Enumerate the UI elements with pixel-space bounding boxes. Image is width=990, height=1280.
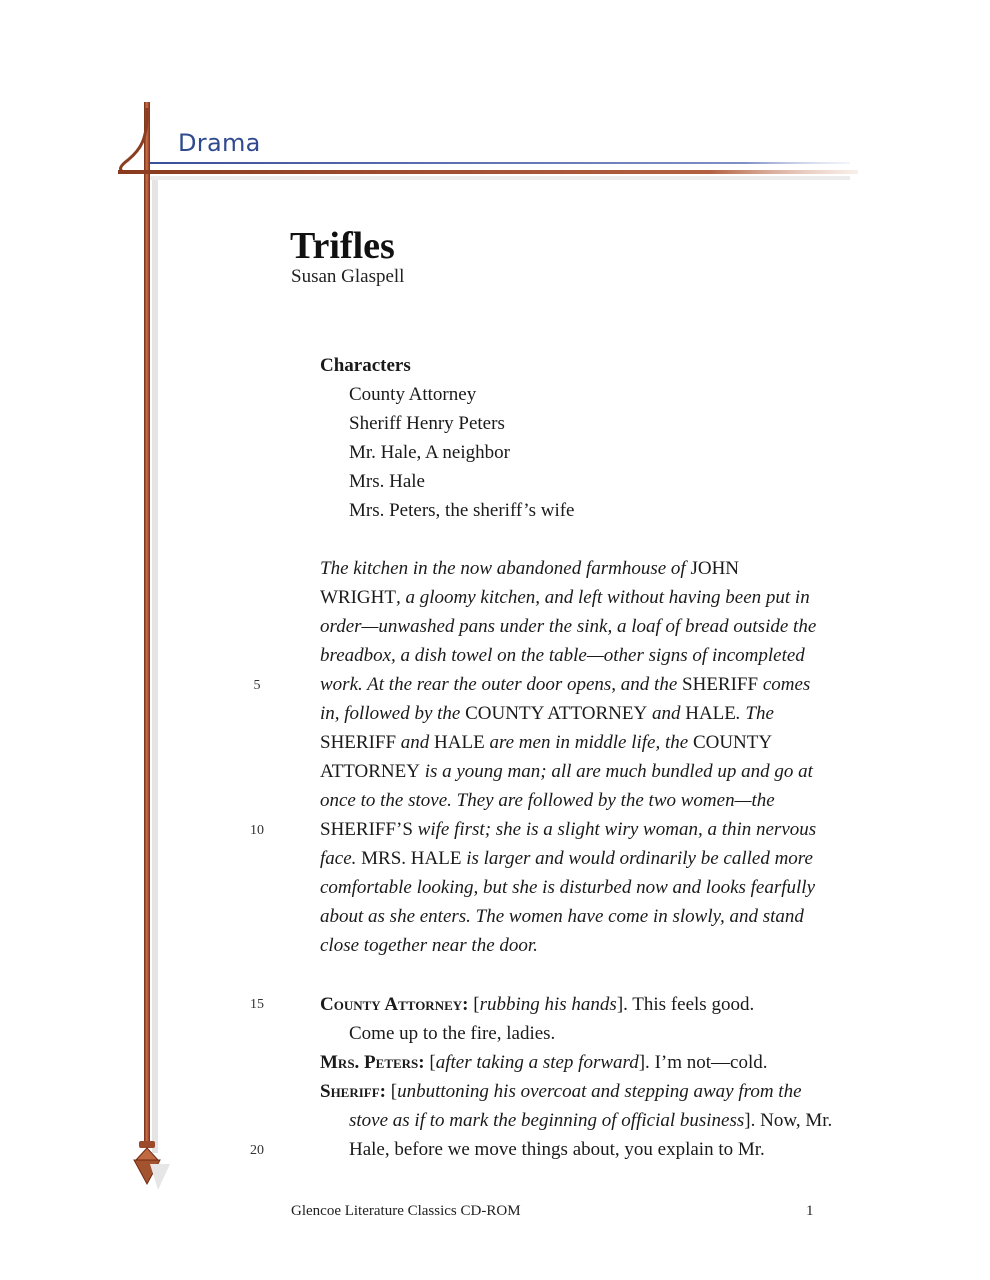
stage-text: once to the stove. They are followed by the two women—the bbox=[320, 790, 775, 811]
stage-note: stove as if to mark the beginning of official business bbox=[349, 1110, 745, 1131]
stage-text: order—unwashed pans under the sink, a loaf of bread outside the bbox=[320, 616, 817, 637]
stage-text: is a young man; all are much bundled up and go at bbox=[419, 761, 813, 782]
character-reference: HALE bbox=[434, 732, 485, 753]
stage-text: about as she enters. The women have come in slowly, and stand bbox=[320, 906, 804, 927]
horizontal-rule bbox=[118, 170, 858, 174]
horizontal-rule-shadow bbox=[150, 176, 850, 180]
character-reference: COUNTY ATTORNEY bbox=[465, 703, 648, 724]
speaker-name: County Attorney: bbox=[320, 994, 469, 1015]
stage-direction-line bbox=[320, 786, 775, 815]
speech-text: ]. Now, Mr. bbox=[744, 1110, 833, 1131]
finial-shadow bbox=[150, 1164, 170, 1190]
dialogue-line bbox=[320, 1048, 768, 1077]
stage-direction-line bbox=[320, 728, 772, 757]
stage-text: breadbox, a dish towel on the table—other signs of incompleted bbox=[320, 645, 805, 666]
bracket-open: [ bbox=[386, 1081, 398, 1102]
stage-direction-line bbox=[320, 641, 805, 670]
stage-direction-line bbox=[320, 612, 816, 641]
stage-note: unbuttoning his overcoat and stepping away from the bbox=[397, 1081, 802, 1102]
character-reference: COUNTY bbox=[692, 732, 773, 753]
stage-text: wife first; she is a slight wiry woman, a thin nervous bbox=[412, 819, 817, 840]
stage-text: are men in middle life, the bbox=[484, 732, 693, 753]
speech-text: I’m not—cold. bbox=[654, 1052, 768, 1073]
dialogue-continuation: Hale, before we move things about, you explain to Mr. bbox=[349, 1139, 765, 1160]
dialogue-continuation bbox=[349, 1106, 832, 1135]
characters-heading: Characters bbox=[320, 355, 411, 376]
character-reference: JOHN bbox=[690, 558, 740, 579]
stage-direction-line bbox=[320, 844, 813, 873]
stage-text: . The bbox=[735, 703, 774, 724]
finial-collar bbox=[139, 1141, 155, 1148]
stage-text: is larger and would ordinarily be called more bbox=[461, 848, 813, 869]
stage-direction-line bbox=[320, 554, 739, 583]
stage-text: , a gloomy kitchen, and left without having been put in bbox=[395, 587, 810, 608]
bracket-close: ]. bbox=[638, 1052, 655, 1073]
play-author: Susan Glaspell bbox=[291, 266, 405, 287]
dialogue-line bbox=[320, 990, 754, 1019]
stage-text: face. bbox=[320, 848, 362, 869]
stage-direction-line bbox=[320, 931, 538, 960]
character-reference: HALE bbox=[685, 703, 736, 724]
speaker-name: Mrs. Peters: bbox=[320, 1052, 425, 1073]
play-title: Trifles bbox=[290, 225, 395, 267]
character-item: County Attorney bbox=[349, 384, 477, 405]
character-reference: WRIGHT bbox=[320, 587, 396, 608]
character-reference: SHERIFF bbox=[320, 732, 397, 753]
rod-shadow bbox=[152, 178, 158, 1153]
finial-point bbox=[134, 1160, 160, 1184]
stage-text: and bbox=[647, 703, 686, 724]
stage-direction-line bbox=[320, 583, 810, 612]
character-item: Sheriff Henry Peters bbox=[349, 413, 505, 434]
finial-top bbox=[136, 1148, 158, 1160]
bracket-open: [ bbox=[468, 994, 480, 1015]
line-number: 15 bbox=[250, 997, 264, 1012]
page-number: 1 bbox=[806, 1203, 814, 1219]
stage-text: The kitchen in the now abandoned farmhouse of bbox=[320, 558, 691, 579]
stage-text: close together near the door. bbox=[320, 935, 538, 956]
stage-direction-line bbox=[320, 815, 816, 844]
character-item: Mr. Hale, A neighbor bbox=[349, 442, 510, 463]
rod-flourish bbox=[121, 108, 148, 172]
line-number: 20 bbox=[250, 1143, 264, 1158]
stage-text: comfortable looking, but she is disturbed now and looks fearfully bbox=[320, 877, 816, 898]
stage-direction-line bbox=[320, 670, 810, 699]
character-item: Mrs. Peters, the sheriff’s wife bbox=[349, 500, 575, 521]
section-header: Drama bbox=[178, 129, 261, 157]
stage-note: after taking a step forward bbox=[435, 1052, 639, 1073]
blue-rule bbox=[150, 162, 850, 164]
stage-direction-line bbox=[320, 699, 774, 728]
character-item: Mrs. Hale bbox=[349, 471, 425, 492]
speech-text: This feels good. bbox=[632, 994, 755, 1015]
character-reference: SHERIFF’S bbox=[320, 819, 413, 840]
footer-source: Glencoe Literature Classics CD-ROM bbox=[291, 1203, 521, 1219]
dialogue-continuation: Come up to the fire, ladies. bbox=[349, 1023, 556, 1044]
stage-text: comes bbox=[758, 674, 811, 695]
bracket-close: ]. bbox=[616, 994, 633, 1015]
dialogue-line bbox=[320, 1077, 802, 1106]
character-reference: ATTORNEY bbox=[320, 761, 420, 782]
vertical-rod bbox=[144, 102, 150, 1142]
stage-direction-line bbox=[320, 902, 804, 931]
stage-note: rubbing his hands bbox=[479, 994, 617, 1015]
line-number: 10 bbox=[250, 823, 264, 838]
stage-text: work. At the rear the outer door opens, and the bbox=[320, 674, 683, 695]
stage-direction-line bbox=[320, 757, 813, 786]
line-number: 5 bbox=[253, 678, 261, 693]
stage-direction-line bbox=[320, 873, 815, 902]
character-reference: SHERIFF bbox=[682, 674, 759, 695]
stage-text: in, followed by the bbox=[320, 703, 466, 724]
bracket-open: [ bbox=[424, 1052, 436, 1073]
character-reference: MRS. HALE bbox=[361, 848, 462, 869]
speaker-name: Sheriff: bbox=[320, 1081, 387, 1102]
stage-text: and bbox=[396, 732, 435, 753]
